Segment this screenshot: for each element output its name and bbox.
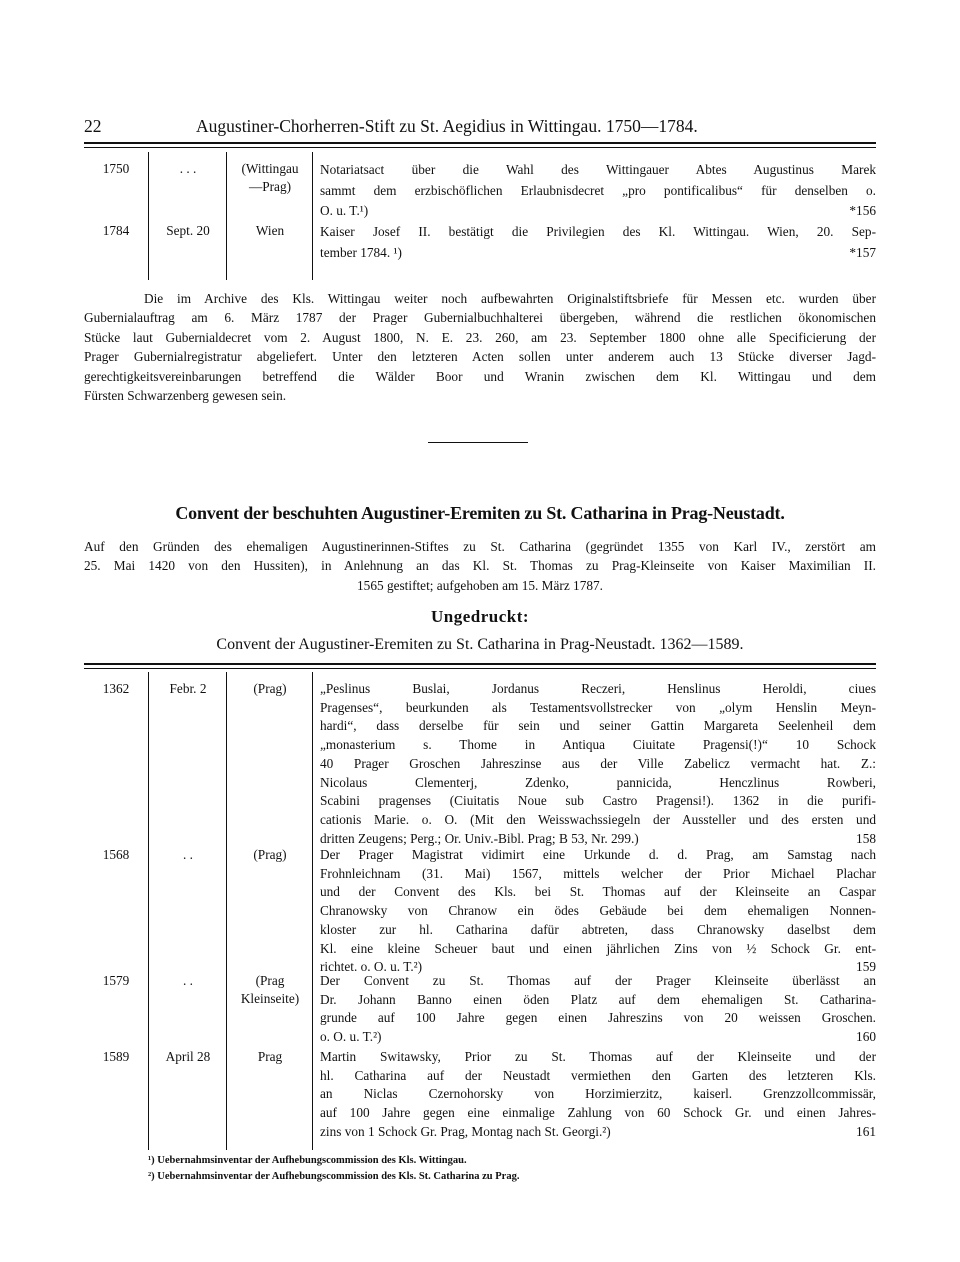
entry-place xyxy=(228,222,312,240)
entry-text-fragment: o. O. u. T.²) xyxy=(320,1029,382,1045)
paragraph-line: 25. Mai 1420 von den Hussiten), in Anlehnung an das Kl. St. Thomas zu Prag-Kleinseite von Kaiser Maximilian II. xyxy=(84,558,876,574)
paragraph-line: Die im Archive des Kls. Wittingau weiter noch aufbewahrten Originalstiftsbriefe für Messen etc. wurden über xyxy=(144,291,876,306)
entry-year: 1362 xyxy=(102,681,130,696)
entry-text xyxy=(320,972,876,1047)
entry-year: 1784 xyxy=(102,223,130,238)
paragraph-line: 1565 gestiftet; aufgehoben am 15. März 1787. xyxy=(357,577,603,593)
entry-text-line xyxy=(320,243,876,264)
column-divider xyxy=(312,152,313,280)
entry-text-line: Martin Switawsky, Prior zu St. Thomas auf der Kleinseite und der xyxy=(320,1049,876,1064)
column-divider xyxy=(226,152,227,280)
entry-text-line: Chranowsky von Chranow ein ödes Gebäude bei dem ehemaligen Nonnen- xyxy=(320,903,876,919)
entry-text-line: 40 Prager Groschen Jahreszinse aus der Ville Zabelicz vermacht hat. Z.: xyxy=(320,755,876,771)
entry-number: 160 xyxy=(856,1029,876,1045)
entry-text-fragment: richtet. o. O. u. T.²) xyxy=(320,959,423,975)
entry-text-line: hardi“, dass derselbe für sein und seiner Gattin Margareta Seelenheil dem xyxy=(320,718,876,734)
entry-number: 158 xyxy=(856,830,876,846)
column-divider xyxy=(226,672,227,1150)
entry-date: . . . xyxy=(179,161,197,176)
entry-text-line: Nicolaus Clementerj, Zdenko, pannicida, Henczlinus Rowberi, xyxy=(320,774,876,790)
entry-text-line: Notariatsact über die Wahl des Wittingauer Abtes Augustinus Marek xyxy=(320,162,876,177)
regesten-table-1 xyxy=(84,152,876,280)
paragraph-line: Auf den Gründen des ehemaligen Augustinerinnen-Stiftes zu St. Catharina (gegründet 1355 von Karl IV., zerstört am xyxy=(84,539,876,554)
entry-place-line: Kleinseite) xyxy=(240,991,300,1007)
paragraph-line: Fürsten Schwarzenberg gewesen sein. xyxy=(84,388,287,404)
entry-date: Febr. 2 xyxy=(169,681,207,696)
entry-text xyxy=(320,1048,876,1142)
entry-text-line: kloster zur hl. Catharina dafür abtreten, dass Chranowsky daselbst dem xyxy=(320,921,876,937)
regesten-table-2 xyxy=(84,672,876,1150)
subheading-unprinted: Ungedruckt: xyxy=(430,607,530,626)
entry-number: 161 xyxy=(856,1123,876,1139)
entry-year: 1589 xyxy=(102,1049,130,1064)
entry-text xyxy=(320,846,876,977)
entry-text-line: Dr. Johann Banno einen öden Platz auf dem ehemaligen St. Catharina- xyxy=(320,991,876,1007)
entry-text-line: Scabini pragenses (Ciuitatis Noue sub Castro Pragensi!). 1362 in die purifi- xyxy=(320,793,876,809)
entry-text-line: Pragenses“, beurkunden als Testamentsvollstrecker von „olym Henslin Meyn- xyxy=(320,699,876,715)
table-subtitle: Convent der Augustiner-Eremiten zu St. Catharina in Prag-Neustadt. 1362—1589. xyxy=(216,636,744,653)
entry-place xyxy=(228,846,312,864)
entry-text-line xyxy=(320,1028,876,1047)
paragraph-line: gerechtigkeitsvereinbarungen betreffend die Wälder Boor und Wranin zwischen dem Kl. Wittingau und dem xyxy=(84,368,876,384)
entry-text xyxy=(320,680,876,848)
entry-text-line xyxy=(320,1123,876,1142)
section-intro-paragraph xyxy=(84,537,876,595)
entry-text-line: an Niclas Czernohorsky von Horzimierzitz, kaiserl. Grenzzollcommissär, xyxy=(320,1086,876,1102)
entry-date: . . xyxy=(183,973,193,988)
entry-number: *156 xyxy=(849,203,876,218)
entry-date: Sept. 20 xyxy=(166,223,210,238)
entry-place-line: Prag xyxy=(257,1049,283,1064)
entry-text-fragment: O. u. T.¹) xyxy=(320,203,369,218)
entry-place-line: (Prag xyxy=(255,973,285,988)
footnote-item: ²) Uebernahmsinventar der Aufhebungscommission des Kls. St. Catharina zu Prag. xyxy=(148,1171,520,1182)
entry-text-line: grunde auf 100 Jahre gegen einen Jahreszins von 20 weissen Groschen. xyxy=(320,1010,876,1026)
entry-text-line: Der Convent zu St. Thomas auf der Prager Kleinseite überlässt an xyxy=(320,973,876,988)
entry-text-line: cationis Marie. o. O. (Mit den Weisswachssiegeln der Aussteller und des ersten und xyxy=(320,811,876,827)
section-title: Convent der beschuhten Augustiner-Eremiten zu St. Catharina in Prag-Neustadt. xyxy=(175,503,785,523)
entry-text-line: und der Convent des Kls. bei St. Thomas auf der Kleinseite an Caspar xyxy=(320,884,876,900)
entry-number: *157 xyxy=(849,244,876,260)
entry-text xyxy=(320,160,876,222)
entry-text-fragment: dritten Zeugens; Perg.; Or. Univ.-Bibl. Prag; B 53, Nr. 299.) xyxy=(320,830,639,846)
section-separator xyxy=(428,442,528,443)
entry-text-line: sammt dem erzbischöflichen Erlaubnisdecret „pro pontificalibus“ für denselben o. xyxy=(320,182,876,198)
paragraph-line: Prager Gubernialregistratur abgeliefert. Unter den letzteren Acten sollen unter anderem auch 13 Stücke diverser Jagd- xyxy=(84,349,876,365)
entry-place-line: —Prag) xyxy=(248,179,292,195)
entry-text-line: hl. Catharina auf der Neustadt vermiethen den Garten des letzteren Kls. xyxy=(320,1067,876,1083)
paragraph-line: Gubernialauftrag am 6. März 1787 der Prager Gubernialbuchhalterei übergeben, während die restlichen ökonomischen xyxy=(84,310,876,326)
entry-number: 159 xyxy=(856,959,876,975)
paragraph-line: Stücke laut Gubernialdecret vom 2. August 1800, N. E. 23. 260, am 23. September 1800 ohne alle Specificierung der xyxy=(84,329,876,345)
entry-text-line: „monasterium s. Thome in Antiqua Ciuitate Pragensi(!)“ 10 Schock xyxy=(320,737,876,753)
entry-text-line: Frohnleichnam (31. Mai) 1567, mittels welcher der Prior Michael Plachar xyxy=(320,865,876,881)
footnote-item: ¹) Uebernahmsinventar der Aufhebungscommission des Kls. Wittingau. xyxy=(148,1155,467,1166)
entry-text-line: Kaiser Josef II. bestätigt die Privilegien des Kl. Wittingau. Wien, 20. Sep- xyxy=(320,224,876,239)
entry-text-line: Der Prager Magistrat vidimirt eine Urkunde d. d. Prag, am Samstag nach xyxy=(320,847,876,862)
entry-text-fragment: zins von 1 Schock Gr. Prag, Montag nach St. Georgi.²) xyxy=(320,1123,611,1139)
entry-year: 1579 xyxy=(102,973,130,988)
entry-place-line: Wien xyxy=(255,223,285,238)
entry-place xyxy=(228,972,312,1008)
entry-text-line: „Peslinus Buslai, Jordanus Reczeri, Henslinus Heroldi, ciues xyxy=(320,681,876,696)
entry-place-line: (Prag) xyxy=(253,681,287,696)
entry-text-line: Kl. eine kleine Scheuer baut und einen jährlichen Zins von ½ Schock Gr. ent- xyxy=(320,940,876,956)
column-divider xyxy=(312,672,313,1150)
page-number: 22 xyxy=(84,116,102,136)
archive-note-paragraph xyxy=(84,289,876,405)
entry-text-fragment: tember 1784. ¹) xyxy=(320,244,402,260)
entry-place xyxy=(228,160,312,196)
header-rule-bottom xyxy=(84,147,876,148)
column-divider xyxy=(148,152,149,280)
header-rule-top xyxy=(84,142,876,144)
entry-year: 1750 xyxy=(102,161,130,176)
entry-place xyxy=(228,680,312,698)
table2-rule-bottom xyxy=(84,668,876,669)
entry-text-line xyxy=(320,201,876,222)
column-divider xyxy=(148,672,149,1150)
entry-date: April 28 xyxy=(165,1049,211,1064)
entry-date: . . xyxy=(183,847,193,862)
entry-year: 1568 xyxy=(102,847,130,862)
entry-place-line: (Prag) xyxy=(253,847,287,862)
table2-rule-top xyxy=(84,663,876,665)
entry-text xyxy=(320,222,876,263)
entry-place xyxy=(228,1048,312,1066)
entry-text-line: auf 100 Jahre gegen eine einmalige Zahlung von 60 Schock Gr. und einen Jahres- xyxy=(320,1105,876,1121)
running-title: Augustiner-Chorherren-Stift zu St. Aegidius in Wittingau. 1750—1784. xyxy=(196,116,698,136)
entry-place-line: (Wittingau xyxy=(241,161,299,176)
page-header xyxy=(84,116,876,140)
